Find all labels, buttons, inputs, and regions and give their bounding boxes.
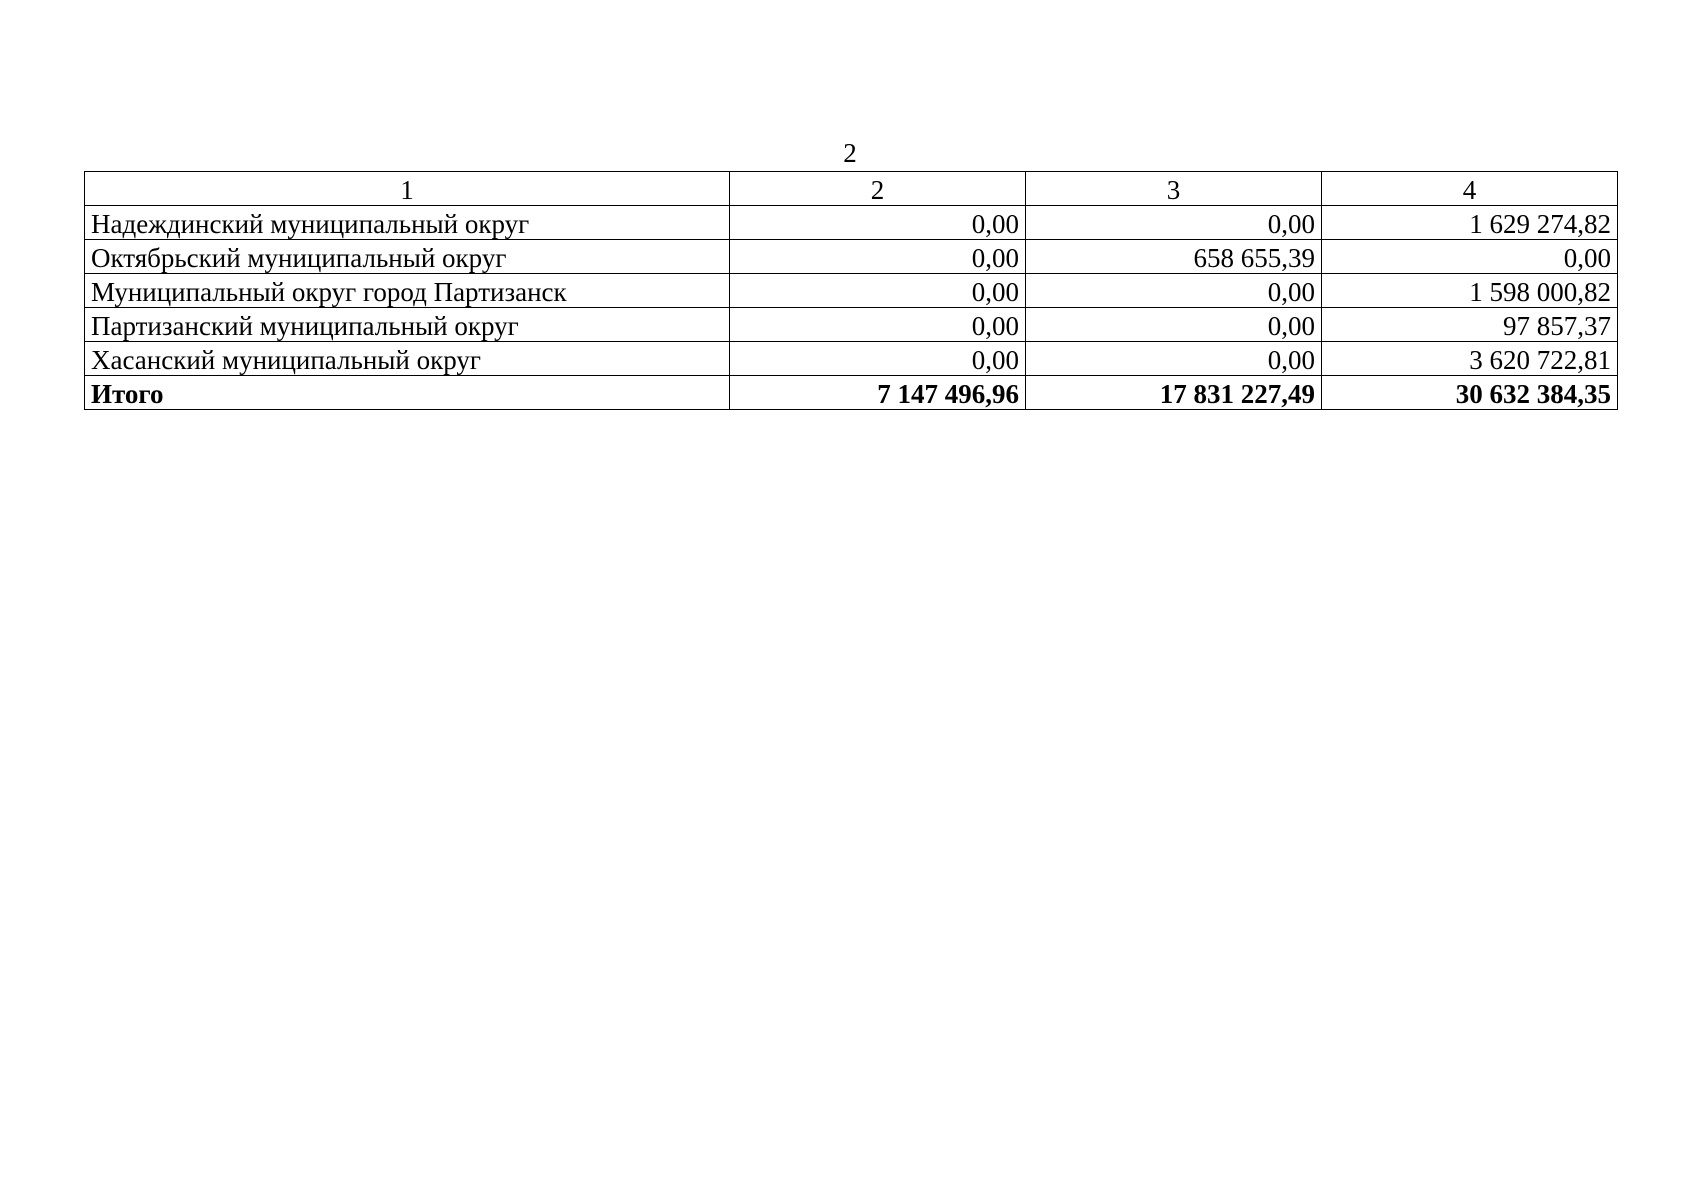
row-name-cell: Хасанский муниципальный округ <box>85 342 730 376</box>
total-value-cell-3: 17 831 227,49 <box>1026 376 1322 410</box>
total-row <box>85 376 1618 410</box>
row-name-cell: Партизанский муниципальный округ <box>85 308 730 342</box>
row-value-cell-2: 0,00 <box>730 240 1026 274</box>
header-cell-1: 1 <box>85 172 730 206</box>
row-value-cell-3: 0,00 <box>1026 342 1322 376</box>
table-row <box>85 206 1618 240</box>
total-value-cell-2: 7 147 496,96 <box>730 376 1026 410</box>
row-value-cell-2: 0,00 <box>730 206 1026 240</box>
table-row <box>85 308 1618 342</box>
row-value-cell-3: 658 655,39 <box>1026 240 1322 274</box>
header-cell-2: 2 <box>730 172 1026 206</box>
row-value-cell-3: 0,00 <box>1026 274 1322 308</box>
row-value-cell-4: 3 620 722,81 <box>1322 342 1618 376</box>
header-cell-3: 3 <box>1026 172 1322 206</box>
row-value-cell-3: 0,00 <box>1026 206 1322 240</box>
row-value-cell-4: 1 598 000,82 <box>1322 274 1618 308</box>
row-value-cell-2: 0,00 <box>730 274 1026 308</box>
row-value-cell-4: 97 857,37 <box>1322 308 1618 342</box>
row-value-cell-4: 0,00 <box>1322 240 1618 274</box>
table-row <box>85 342 1618 376</box>
header-row <box>85 172 1618 206</box>
row-name-cell: Надеждинский муниципальный округ <box>85 206 730 240</box>
header-cell-4: 4 <box>1322 172 1618 206</box>
table-row <box>85 240 1618 274</box>
total-label-cell: Итого <box>85 376 730 410</box>
row-value-cell-4: 1 629 274,82 <box>1322 206 1618 240</box>
row-value-cell-3: 0,00 <box>1026 308 1322 342</box>
row-value-cell-2: 0,00 <box>730 308 1026 342</box>
page-number: 2 <box>843 138 857 168</box>
row-name-cell: Октябрьский муниципальный округ <box>85 240 730 274</box>
data-table <box>84 171 1618 410</box>
total-value-cell-4: 30 632 384,35 <box>1322 376 1618 410</box>
row-name-cell: Муниципальный округ город Партизанск <box>85 274 730 308</box>
table-row <box>85 274 1618 308</box>
row-value-cell-2: 0,00 <box>730 342 1026 376</box>
